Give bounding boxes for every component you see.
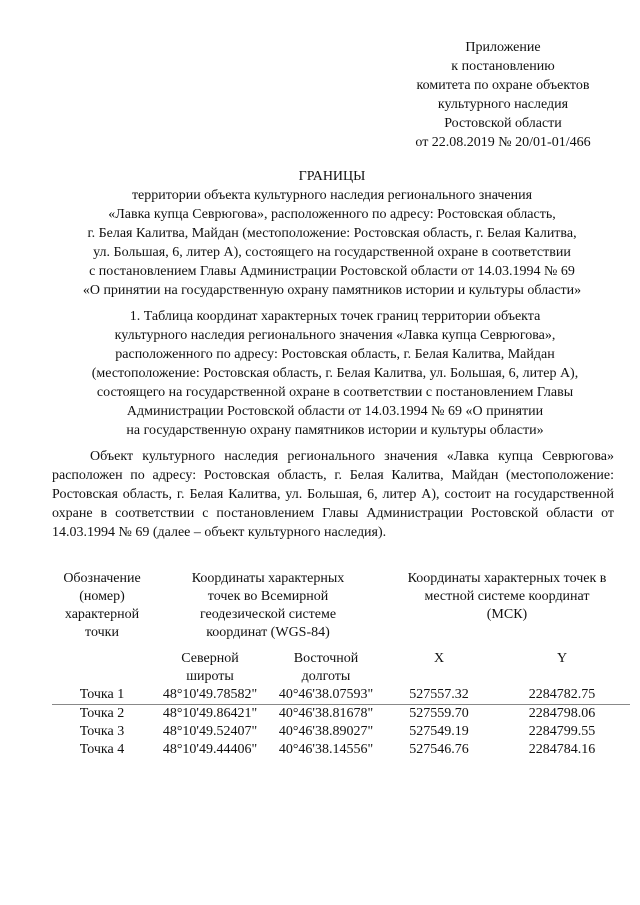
header-y: Y [556,651,568,666]
title-line: «О принятии на государственную охрану памятников истории и культуры области» [82,283,582,298]
appendix-line: Ростовской области [444,116,562,131]
cell-lat: 48°10'49.52407" [162,724,258,739]
cell-x: 527549.19 [409,724,469,739]
heading-line: 1. Таблица координат характерных точек границ территории объекта [129,309,541,324]
cell-point: Точка 1 [79,687,125,702]
appendix-reference [392,38,614,152]
cell-y: 2284799.55 [528,724,596,739]
title-line: «Лавка купца Севрюгова», расположенного по адресу: Ростовская область, [108,207,556,222]
header-point-label: Обозначение (номер) характерной точки [63,571,141,640]
cell-x: 527546.76 [409,742,469,757]
table-header-row [52,568,630,650]
appendix-line: Приложение [465,40,541,55]
title-line: г. Белая Калитва, Майдан (местоположение: Ростовская область, г. Белая Калитва, [87,226,577,241]
heading-line: (местоположение: Ростовская область, г. Белая Калитва, ул. Большая, 6, литер А), [91,366,579,381]
title-line: территории объекта культурного наследия регионального значения [131,188,533,203]
heading-line: Администрации Ростовской области от 14.03.1994 № 69 «О принятии [126,404,544,419]
cell-y: 2284798.06 [528,706,596,721]
cell-point: Точка 2 [79,706,125,721]
header-wgs-group: Координаты характерных точек во Всемирной геодезической системе координат (WGS-84) [191,571,345,640]
title-line: ул. Большая, 6, литер А), состоящего на государственной охране в соответствии [93,245,571,260]
appendix-line: комитета по охране объектов [416,78,590,93]
header-x: X [433,651,445,666]
heading-line: культурного наследия регионального значения «Лавка купца Севрюгова», [114,328,556,343]
cell-lat: 48°10'49.78582" [162,687,258,702]
table-row [52,723,630,741]
table-row [52,741,630,759]
appendix-line: культурного наследия [437,97,569,112]
title-line: с постановлением Главы Администрации Ростовской области от 14.03.1994 № 69 [89,264,575,279]
cell-lat: 48°10'49.44406" [162,742,258,757]
heading-line: расположенного по адресу: Ростовская область, г. Белая Калитва, Майдан [115,347,555,362]
cell-lat: 48°10'49.86421" [162,706,258,721]
document-title-block [52,167,612,300]
cell-point: Точка 4 [79,742,125,757]
heading-line: на государственную охрану памятников истории и культуры области» [126,423,544,438]
cell-y: 2284782.75 [528,687,596,702]
table-row [52,705,630,723]
cell-y: 2284784.16 [528,742,596,757]
header-longitude: Восточной долготы [293,651,359,684]
object-description-paragraph [52,447,614,542]
heading-line: состоящего на государственной охране в соответствии с постановлением Главы [96,385,574,400]
table-row [52,686,630,705]
cell-lon: 40°46'38.89027" [278,724,374,739]
cell-x: 527557.32 [409,687,469,702]
cell-lon: 40°46'38.07593" [278,687,374,702]
appendix-line: к постановлению [451,59,555,74]
cell-x: 527559.70 [409,706,469,721]
cell-point: Точка 3 [79,724,125,739]
paragraph-text: Объект культурного наследия регионального значения «Лавка купца Севрюгова» расположен по адресу: Ростовская область, г. Белая Калитва, Майдан (местоположение: Ростовская область, г. Белая Калитва, ул. Большая, 6, литер А), состоит на государственной охране в соответствии с постановлением Главы Администрации Ростовской области от 14.03.1994 № 69 (далее – объект культурного наследия). [52,449,614,540]
header-msk-group: Координаты характерных точек в местной системе координат (МСК) [407,571,607,622]
document-title: ГРАНИЦЫ [298,169,366,184]
header-latitude: Северной широты [181,651,239,684]
appendix-line: от 22.08.2019 № 20/01-01/466 [415,135,591,150]
cell-lon: 40°46'38.14556" [278,742,374,757]
table-heading [58,307,612,440]
cell-lon: 40°46'38.81678" [278,706,374,721]
coordinates-table [52,568,630,759]
